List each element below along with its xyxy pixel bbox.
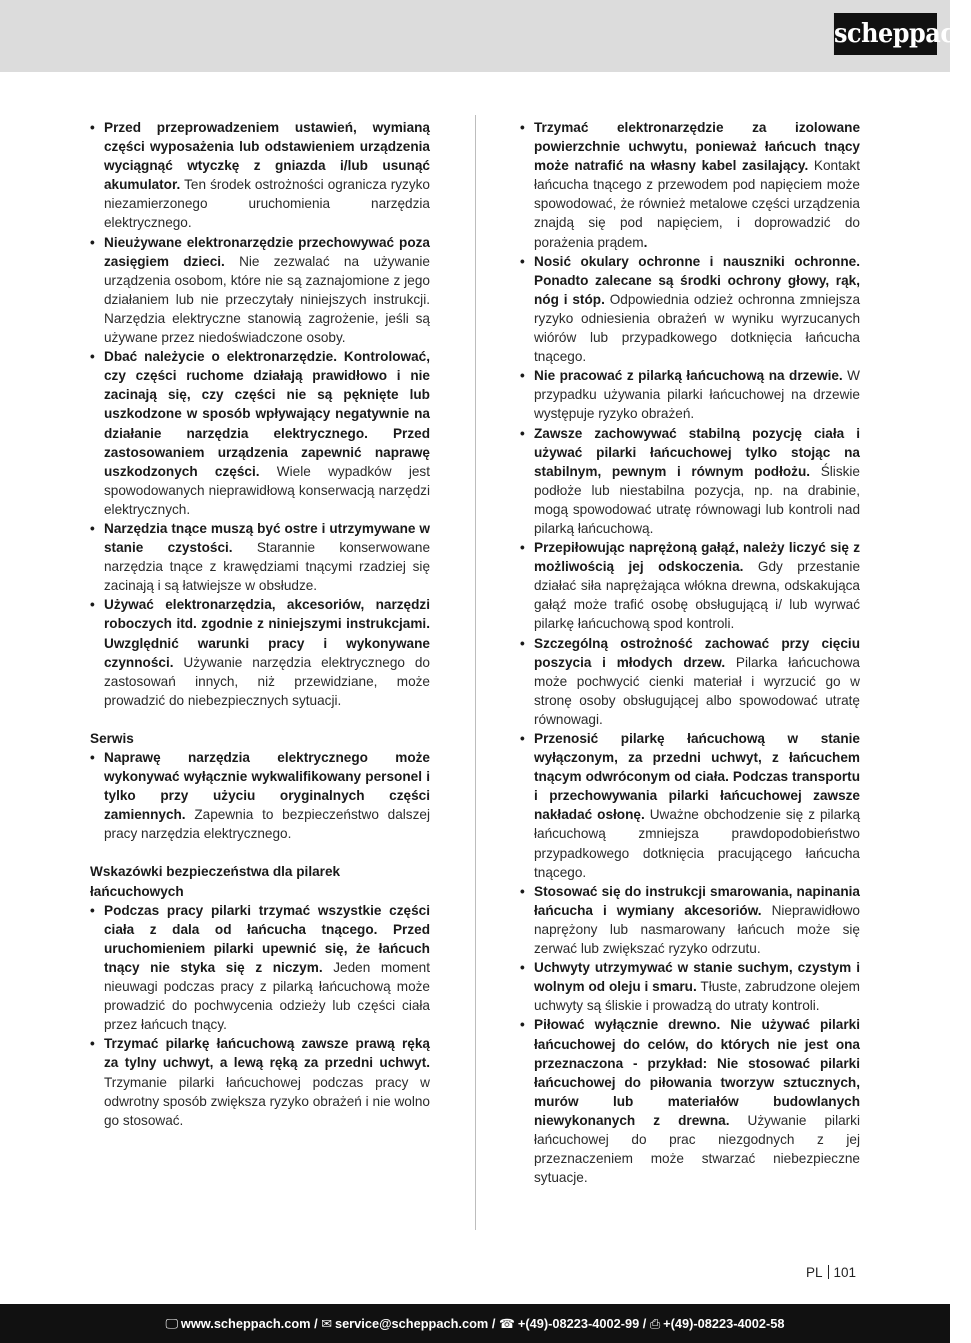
list-item: [90, 748, 430, 843]
list-item-bold-text: Nie pracować z pilarką łańcuchową na drzewie.: [534, 368, 843, 384]
list-item-bold-text: Trzymać elektronarzędzie za izolowane powierzchnie uchwytu, ponieważ łańcuch tnący może natrafić na własny kabel zasilający.: [534, 120, 860, 174]
list-item: [90, 118, 430, 233]
list-item: [520, 118, 860, 252]
list-item-text: Pilarka łańcuchowa może pochwycić cienki materiał i wyrzucić go w stronę osoby obsługującej albo spowodować utratę równowagi.: [534, 654, 860, 727]
list-item: [520, 882, 860, 958]
page-number: [806, 1265, 856, 1280]
page-number-separator: [828, 1265, 829, 1279]
list-item: [520, 729, 860, 882]
list-item: [90, 347, 430, 519]
right-column: [520, 118, 860, 1187]
list-item-bold-text: Dbać należycie o elektronarzędzie. Kontrolować, czy części ruchome działają prawidłowo i nie zacinają się, czy części nie są pęknięte lub uszkodzone w sposób wpływający negatywnie na działanie narzędzia elektrycznego. Przed zastosowaniem urządzenia zapewnić naprawę uszkodzonych części.: [104, 349, 430, 479]
safety-list-chainsaw-continued: [520, 118, 860, 1187]
list-item-bold-text: Przepiłowując naprężoną gałąź, należy liczyć się z możliwością jej odskoczenia.: [534, 540, 860, 575]
list-item: [90, 595, 430, 710]
list-item-text: Gdy przestanie działać siła naprężająca włókna drewna, odskakująca gałąź może trafić osobę obsługującą i/ lub wyrwać pilarkę łańcuchową spod kontroli.: [534, 559, 860, 632]
footer-fax: +(49)-08223-4002-58: [663, 1316, 785, 1331]
list-item: [90, 901, 430, 1035]
safety-list-general: [90, 118, 430, 710]
list-item-text: Używanie pilarki łańcuchowej do prac niezgodnych z jej przeznaczeniem może stwarzać niebezpieczne sytuacje.: [534, 1112, 860, 1186]
footer-separator: /: [639, 1316, 650, 1331]
list-item: [90, 1034, 430, 1129]
fax-icon: ⎙︎: [649, 1316, 661, 1331]
list-item: [520, 252, 860, 367]
page-number-value: 101: [833, 1265, 857, 1280]
list-item: [520, 958, 860, 1015]
list-item-text: W przypadku używania pilarki łańcuchowej na drzewie występuje ryzyko obrażeń.: [534, 368, 860, 422]
top-bar: [0, 0, 971, 72]
list-item-tail: .: [643, 234, 648, 250]
list-item-bold-text: Naprawę narzędzia elektrycznego może wykonywać wyłącznie wykwalifikowany personel i tylko przy użyciu oryginalnych części zamiennych.: [104, 750, 430, 823]
list-item-bold-text: Nosić okulary ochronne i nauszniki ochronne. Ponadto zalecane są środki ochrony głowy, rąk, nóg i stóp.: [534, 253, 860, 307]
list-item-text: Tłuste, zabrudzone olejem uchwyty są śliskie i prowadzą do utraty kontroli.: [534, 979, 860, 1014]
list-item-bold-text: Stosować się do instrukcji smarowania, napinania łańcucha i wymiany akcesoriów.: [534, 883, 860, 918]
section-heading-chainsaw: Wskazówki bezpieczeństwa dla pilarek łańcuchowych: [90, 864, 341, 899]
list-item-text: Trzymanie pilarki łańcuchowej podczas pracy w odwrotny sposób zwiększa ryzyko obrażeń i nie wolno go stosować.: [104, 1074, 430, 1128]
list-item-bold-text: Używać elektronarzędzia, akcesoriów, narzędzi roboczych itd. zgodnie z niniejszymi instrukcjami. Uwzględnić warunki pracy i wykonywane czynności.: [104, 597, 430, 670]
list-item-text: Ten środek ostrożności ogranicza ryzyko niezamierzonego uruchomienia narzędzia elektrycznego.: [104, 177, 430, 231]
list-item-text: Kontakt łańcucha tnącego z przewodem pod napięciem może spowodować, że również metalowe części urządzenia znajdą się pod napięciem, i doprowadzić do porażenia prądem: [534, 158, 861, 250]
footer-separator: /: [488, 1316, 499, 1331]
list-item-text: Nie zezwalać na używanie urządzenia osobom, które nie są zaznajomione z jego działaniem lub nie przeczytały niniejszych instrukcji. Narzędzia elektryczne stanowią zagrożenie, jeśli są używane przez niedoświadczone osoby.: [104, 253, 430, 346]
mail-icon: ✉︎: [321, 1316, 332, 1331]
list-item-text: Starannie konserwowane narzędzia tnące z krawędziami tnącymi rzadziej się zacinają i są łatwiejsze w obsłudze.: [104, 540, 431, 594]
list-item-bold-text: Piłować wyłącznie drewno. Nie używać pilarki łańcuchowej do celów, do których nie jest ona przeznaczona - przykład: Nie stosować pilarki łańcuchowej do piłowania tworzyw sztucznych, murów lub materiałów budowlanych niewykonanych z drewna.: [534, 1017, 860, 1128]
footer-email[interactable]: service@scheppach.com: [334, 1316, 489, 1331]
footer-contact-bar: [0, 1304, 950, 1343]
footer-separator: /: [310, 1316, 322, 1331]
list-item-text: Śliskie podłoże lub niestabilna pozycja, np. na drabinie, mogą spowodować utratę równowagi lub kontroli nad pilarką łańcuchową.: [534, 463, 860, 536]
list-item-bold-text: Narzędzia tnące muszą być ostre i utrzymywane w stanie czystości.: [104, 520, 430, 556]
list-item-bold-text: Podczas pracy pilarki trzymać wszystkie części ciała z dala od łańcucha tnącego. Przed uruchomieniem pilarki upewnić się, że łańcuch tnący nie styka się z niczym.: [104, 902, 430, 975]
list-item-text: Używanie narzędzia elektrycznego do zastosowań innych, niż przewidziane, może prowadzić do niebezpiecznych sytuacji.: [104, 654, 430, 708]
left-column: [90, 118, 430, 1130]
list-item: [520, 424, 860, 539]
monitor-icon: 🖵︎: [165, 1316, 178, 1331]
list-item-text: Zapewnia to bezpieczeństwo dalszej pracy narzędzia elektrycznego.: [104, 807, 430, 842]
list-item: [520, 634, 860, 729]
list-item-text: Odpowiednia odzież ochronna zmniejsza ryzyko odniesienia obrażeń w wyniku wyrzucanych wiórów lub przypadkowego dotknięcia łańcucha tnącego.: [534, 291, 861, 365]
list-item-bold-text: Nieużywane elektronarzędzie przechowywać poza zasięgiem dzieci.: [104, 234, 430, 269]
list-item-text: Jeden moment nieuwagi podczas pracy z pilarką łańcuchową może prowadzić do pochwycenia odzieży lub części ciała przez łańcuch tnący.: [104, 959, 431, 1033]
page-language: PL: [806, 1265, 823, 1280]
list-item: [520, 1015, 860, 1187]
list-item-bold-text: Uchwyty utrzymywać w stanie suchym, czystym i wolnym od oleju i smaru.: [534, 960, 860, 995]
phone-icon: ☎︎: [498, 1316, 515, 1331]
section-heading-service: Serwis: [90, 730, 134, 746]
footer-phone: +(49)-08223-4002-99: [517, 1316, 640, 1331]
list-item-text: Uważne obchodzenie się z pilarką łańcuchową zmniejsza prawdopodobieństwo przypadkowego dotknięcia pracującego łańcucha tnącego.: [534, 807, 861, 880]
list-item: [90, 233, 430, 348]
footer-website[interactable]: www.scheppach.com: [180, 1316, 311, 1331]
list-item: [520, 366, 860, 423]
list-item-bold-text: Zawsze zachowywać stabilną pozycję ciała i używać pilarki łańcuchowej tylko stojąc na stabilnym, pewnym i równym podłożu.: [534, 425, 860, 479]
list-item: [90, 519, 430, 595]
list-item-bold-text: Przed przeprowadzeniem ustawień, wymianą części wyposażenia lub odstawieniem urządzenia wyciągnąć wtyczkę z gniazda i/lub usunąć akumulator.: [104, 120, 430, 193]
scheppach-logo: scheppach: [834, 13, 937, 55]
column-divider: [475, 115, 476, 1230]
safety-list-chainsaw: [90, 901, 430, 1130]
list-item-bold-text: Trzymać pilarkę łańcuchową zawsze prawą ręką za tylny uchwyt, a lewą ręką za przedni uchwyt.: [104, 1036, 430, 1071]
list-item-bold-text: Przenosić pilarkę łańcuchową w stanie wyłączonym, za przedni uchwyt, z łańcuchem tnącym odwróconym od ciała. Podczas transportu i przechowywania pilarki łańcuchowej zawsze nakładać osłonę.: [534, 731, 860, 823]
list-item-bold-text: Szczególną ostrożność zachować przy cięciu poszycia i młodych drzew.: [534, 635, 860, 670]
list-item-text: Wiele wypadków jest spowodowanych nieprawidłową konserwacją narzędzi elektrycznych.: [104, 463, 430, 517]
list-item: [520, 538, 860, 633]
safety-list-service: [90, 748, 430, 843]
list-item-text: Nieprawidłowo naprężony lub nasmarowany łańcuch może się zerwać lub zwiększać ryzyko odrzutu.: [534, 902, 860, 957]
